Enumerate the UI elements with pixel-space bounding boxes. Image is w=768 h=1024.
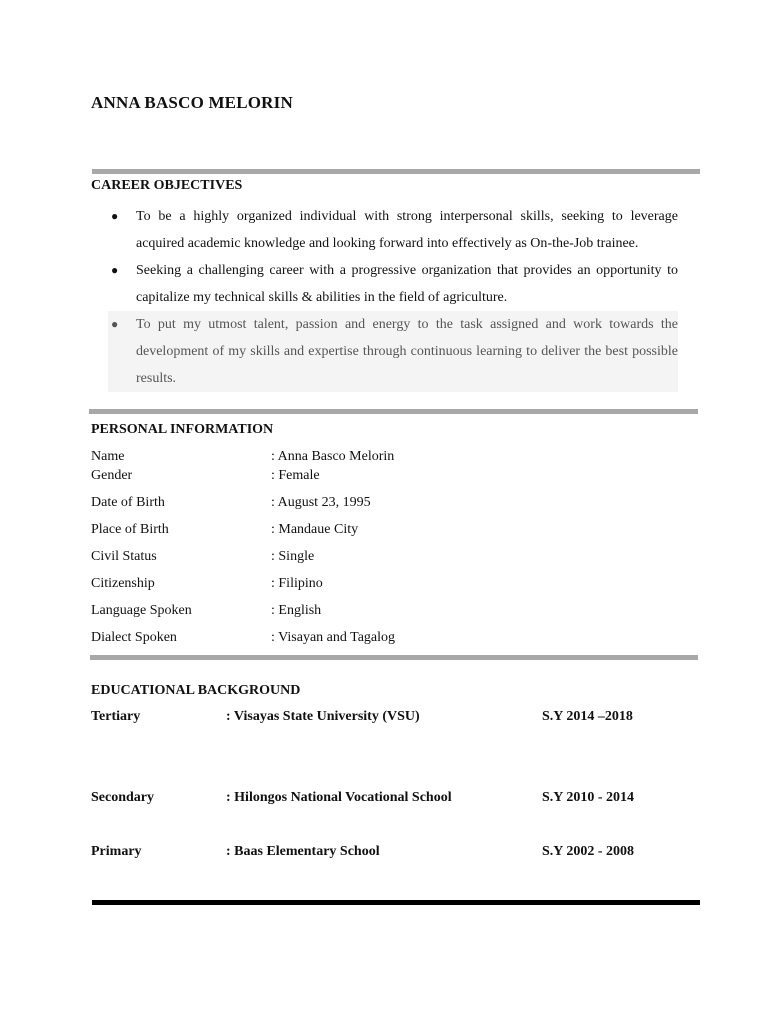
info-value: : Visayan and Tagalog	[271, 630, 396, 645]
education-year: S.Y 2002 - 2008	[542, 844, 635, 859]
bullet-icon: ●	[111, 317, 119, 331]
info-row-gender	[91, 468, 651, 488]
personal-information-heading: PERSONAL INFORMATION	[91, 422, 274, 437]
educational-background-heading: EDUCATIONAL BACKGROUND	[91, 683, 301, 698]
info-value: : English	[271, 603, 322, 618]
info-row-date-of-birth	[91, 495, 651, 515]
info-row-place-of-birth	[91, 522, 651, 542]
education-row-tertiary	[91, 709, 691, 729]
resume-name: ANNA BASCO MELORIN	[91, 93, 293, 112]
info-value: : Mandaue City	[271, 522, 359, 537]
info-value: : Anna Basco Melorin	[271, 449, 395, 464]
info-row-civil-status	[91, 549, 651, 569]
footer-divider	[92, 900, 700, 905]
objective-item	[108, 203, 678, 257]
career-objectives-heading: CAREER OBJECTIVES	[91, 178, 243, 193]
objective-text: To put my utmost talent, passion and energy to the task assigned and work towards the development of my skills and expertise through continuous learning to deliver the best possible results.	[136, 317, 678, 386]
education-row-primary	[91, 844, 691, 864]
objective-item	[108, 311, 678, 392]
education-year: S.Y 2010 - 2014	[542, 790, 635, 805]
info-label: Place of Birth	[91, 522, 169, 537]
info-label: Gender	[91, 468, 133, 483]
objective-text: Seeking a challenging career with a progressive organization that provides an opportunity to capitalize my technical skills & abilities in the field of agriculture.	[136, 263, 678, 305]
education-school: : Hilongos National Vocational School	[226, 790, 452, 805]
info-value: : August 23, 1995	[271, 495, 371, 510]
info-row-citizenship	[91, 576, 651, 596]
education-year: S.Y 2014 –2018	[542, 709, 633, 724]
bullet-icon: ●	[111, 263, 119, 277]
education-level: Tertiary	[91, 709, 141, 724]
info-label: Civil Status	[91, 549, 157, 564]
section-divider	[90, 655, 698, 660]
objective-item	[108, 257, 678, 311]
info-row-language-spoken	[91, 603, 651, 623]
education-level: Secondary	[91, 790, 154, 805]
education-school: : Visayas State University (VSU)	[226, 709, 420, 724]
education-school: : Baas Elementary School	[226, 844, 380, 859]
info-value: : Female	[271, 468, 320, 483]
info-value: : Filipino	[271, 576, 323, 591]
info-label: Citizenship	[91, 576, 155, 591]
info-row-dialect-spoken	[91, 630, 651, 650]
info-value: : Single	[271, 549, 315, 564]
info-label: Name	[91, 449, 125, 464]
education-level: Primary	[91, 844, 142, 859]
info-row-name	[91, 449, 651, 469]
info-label: Language Spoken	[91, 603, 192, 618]
section-divider	[89, 409, 698, 414]
bullet-icon: ●	[111, 209, 119, 223]
info-label: Dialect Spoken	[91, 630, 177, 645]
objective-text: To be a highly organized individual with strong interpersonal skills, seeking to leverage acquired academic knowledge and looking forward into effectively as On-the-Job trainee.	[136, 209, 678, 251]
education-row-secondary	[91, 790, 691, 810]
section-divider	[92, 169, 700, 174]
info-label: Date of Birth	[91, 495, 165, 510]
career-objectives-list	[108, 203, 678, 392]
